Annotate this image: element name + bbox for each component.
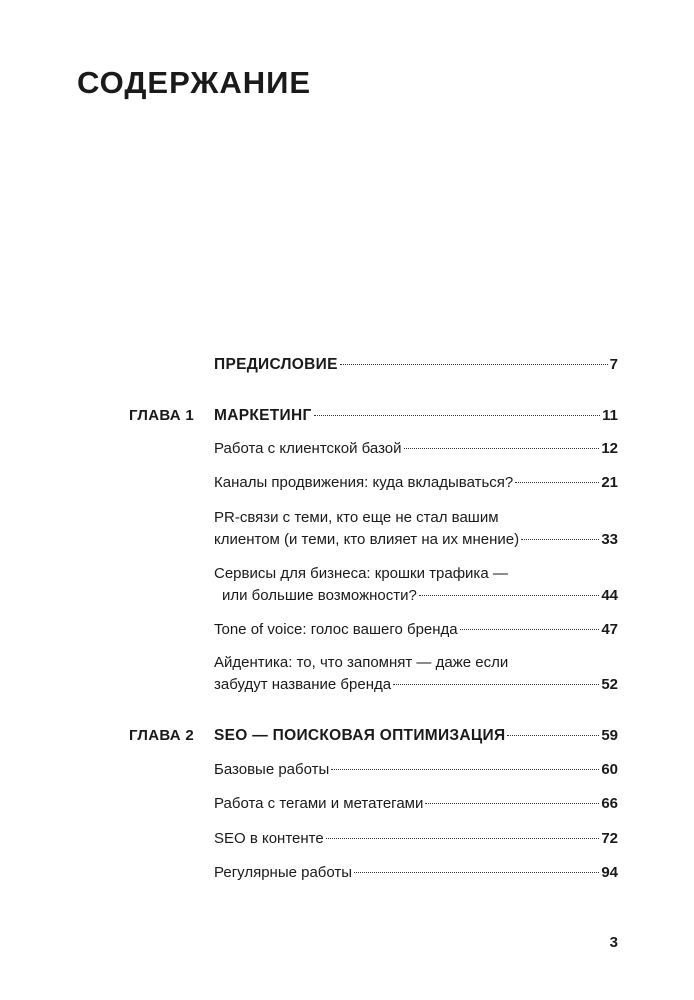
dot-leader (314, 415, 601, 416)
toc-entry-pr[interactable] (214, 507, 618, 551)
toc-entry-tags[interactable] (214, 793, 618, 815)
dot-leader (354, 872, 599, 873)
toc-entry-title-line: Айдентика: то, что запомнят — даже если (214, 654, 509, 671)
toc-entry-title: Базовые работы (214, 761, 330, 778)
toc-entry-client-base[interactable] (214, 438, 618, 460)
toc-entry-title: Регулярные работы (214, 864, 353, 881)
toc-entry-title: SEO — ПОИСКОВАЯ ОПТИМИЗАЦИЯ (214, 727, 506, 744)
page-title: СОДЕРЖАНИЕ (77, 65, 312, 100)
toc-entry-title: МАРКЕТИНГ (214, 407, 312, 424)
toc-entry-title: или большие возможности? (222, 587, 417, 604)
toc-page-number: 21 (601, 474, 618, 491)
toc-entry-tone-of-voice[interactable] (214, 619, 618, 641)
dot-leader (521, 539, 599, 540)
toc-page-number: 72 (601, 830, 618, 847)
toc-page-number: 11 (602, 407, 618, 424)
toc-entry-title: Каналы продвижения: куда вкладываться? (214, 474, 514, 491)
toc-entry-services[interactable] (214, 563, 618, 607)
chapter-1-label: ГЛАВА 1 (128, 407, 194, 424)
toc-page-number: 52 (601, 676, 618, 693)
dot-leader (515, 482, 599, 483)
dot-leader (425, 803, 599, 804)
toc-page-number: 44 (601, 587, 618, 604)
toc-entry-identity[interactable] (214, 652, 618, 696)
dot-leader (404, 448, 600, 449)
toc-entry-title: клиентом (и теми, кто влияет на их мнение) (214, 531, 520, 548)
toc-page-number: 33 (601, 531, 618, 548)
chapter-2-label: ГЛАВА 2 (128, 727, 194, 744)
toc-entry-title: забудут название бренда (214, 676, 392, 693)
dot-leader (331, 769, 599, 770)
toc-page-number: 7 (609, 356, 618, 373)
toc-page-number: 66 (601, 795, 618, 812)
page-number: 3 (609, 934, 618, 951)
toc-page-number: 12 (601, 440, 618, 457)
toc-entry-seo[interactable] (214, 725, 618, 747)
toc-entry-marketing[interactable] (214, 405, 618, 427)
toc-entry-preface[interactable] (214, 354, 618, 376)
toc-entry-seo-content[interactable] (214, 828, 618, 850)
toc-page-number: 94 (601, 864, 618, 881)
toc-entry-channels[interactable] (214, 472, 618, 494)
dot-leader (326, 838, 600, 839)
dot-leader (419, 595, 599, 596)
dot-leader (340, 364, 608, 365)
toc-entry-title: Работа с клиентской базой (214, 440, 402, 457)
dot-leader (393, 684, 599, 685)
toc-page-number: 59 (601, 727, 618, 744)
toc-entry-title-line: Сервисы для бизнеса: крошки трафика — (214, 565, 508, 582)
toc-entry-title: SEO в контенте (214, 830, 324, 847)
toc-entry-title: Работа с тегами и метатегами (214, 795, 424, 812)
toc-entry-title: Tone of voice: голос вашего бренда (214, 621, 458, 638)
dot-leader (460, 629, 600, 630)
toc-entry-title: ПРЕДИСЛОВИЕ (214, 356, 338, 373)
toc-entry-title-line: PR-связи с теми, кто еще не стал вашим (214, 509, 499, 526)
toc-page-number: 47 (601, 621, 618, 638)
dot-leader (507, 735, 599, 736)
toc-entry-regular-works[interactable] (214, 862, 618, 884)
toc-page-number: 60 (601, 761, 618, 778)
toc-entry-basic-works[interactable] (214, 759, 618, 781)
